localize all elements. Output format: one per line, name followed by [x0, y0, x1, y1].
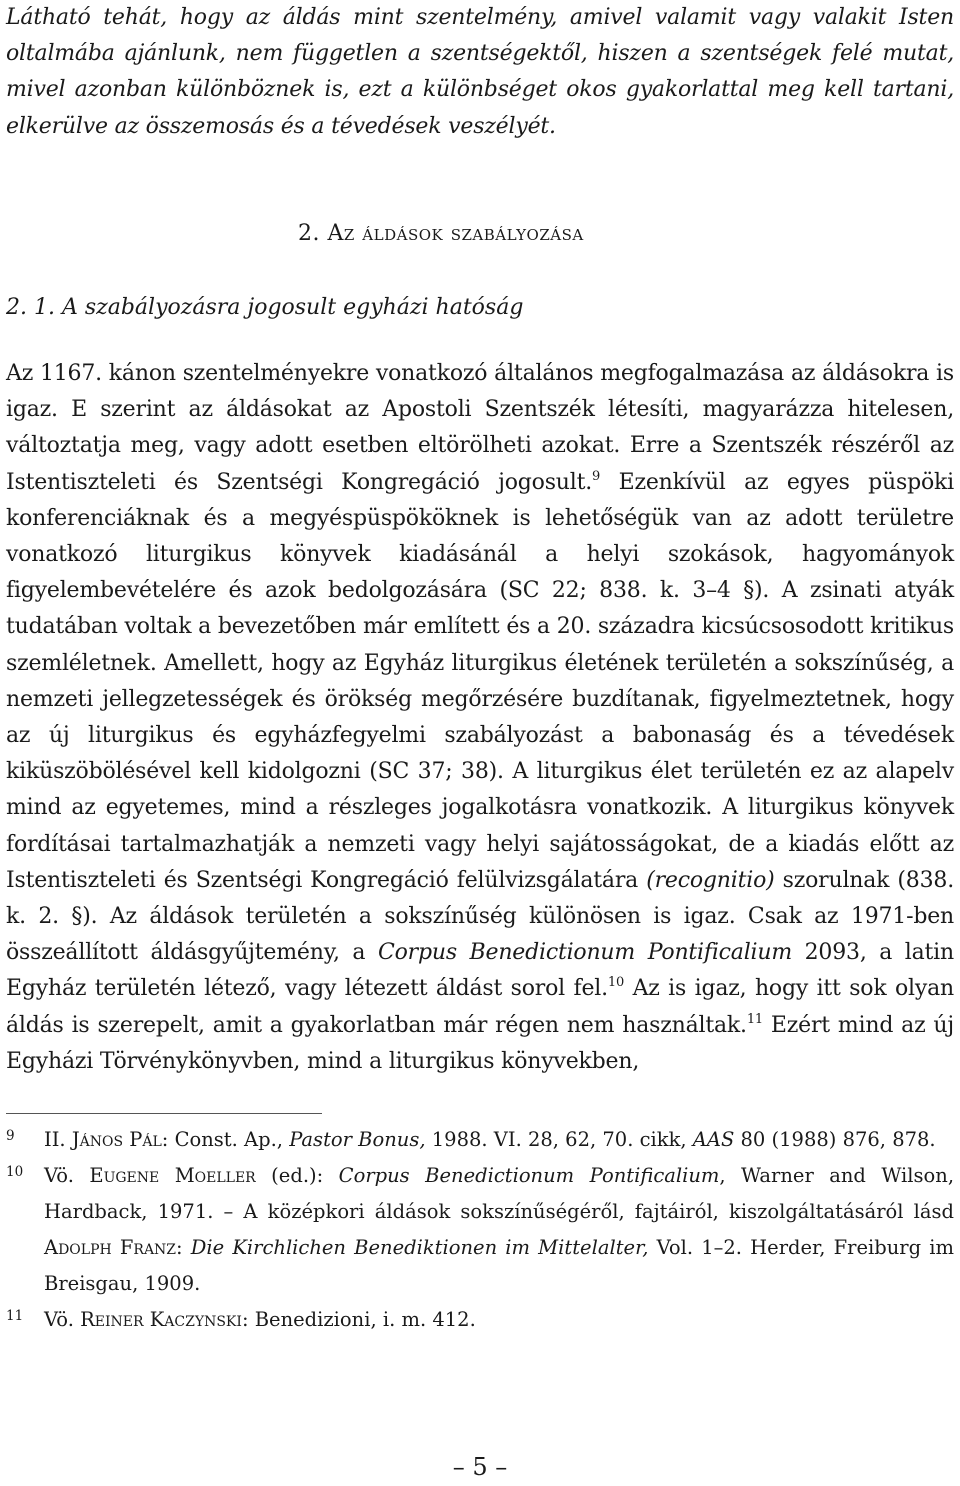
intro-paragraph: [6, 0, 954, 145]
main-text-2: Ezenkívül az egyes püspöki konferenciáknak és a megyéspüspököknek is lehetőségük van az adott területre vonatkozó liturgikus könyvek kiadásánál a helyi szokások, hagyományok figyelembevételére és azok bedolgozására (SC 22; 838. k. 3–4 §). A zsinati atyák tudatában voltak a bevezetőben már említett és a 20. századra kicsúcsosodott kritikus szemléletnek. Amellett, hogy az Egyház liturgikus életének területén a sokszínűség, a nemzeti jellegzetességek és örökség megőrzésére buzdítanak, figyelmeztetnek, hogy az új liturgikus és egyházfegyelmi szabályozást a babonaság és a tévedések kiküszöbölésével kell kidolgozni (SC 37; 38). A liturgikus élet területén ez az alapelv mind az egyetemes, mind a részleges jogalkotásra vonatkozik. A liturgikus könyvek fordításai tartalmazhatják a nemzeti vagy helyi sajátosságokat, de a kiadás előtt az Istentiszteleti és Szentségi Kongregáció felülvizsgálatára: [6, 469, 955, 893]
fn-text: Vol. 1–2. Herder, Freiburg im Breisgau, 1909.: [44, 1236, 954, 1295]
fn-title: Die Kirchlichen Benediktionen im Mittelalter,: [190, 1236, 649, 1259]
footnote-11: [6, 1302, 954, 1338]
fn-text: : Benedizioni, i. m. 412.: [241, 1308, 476, 1331]
footnote-number: 10: [6, 1164, 24, 1180]
main-text-3: szorulnak (838. k. 2. §). Az áldások területén a sokszínűség különösen is igaz. Csak az 1971-ben összeállított áldásgyűjtemény, a: [6, 867, 954, 966]
fn-title: AAS: [692, 1128, 735, 1151]
fn-text: Vö.: [44, 1164, 90, 1187]
footnote-divider: [6, 1113, 322, 1114]
main-text-1: Az 1167. kánon szentelményekre vonatkozó általános megfogalmazása az áldásokra is igaz. E szerint az áldásokat az Apostoli Szentszék létesíti, magyarázza hitelesen, változtatja meg, vagy adott esetben eltörölheti azokat. Erre a Szentszék részéről az Istentiszteleti és Szentségi Kongregáció jogosult.: [6, 361, 954, 495]
section-heading: [298, 216, 584, 252]
intro-paragraph-text: Látható tehát, hogy az áldás mint szentelmény, amivel valamit vagy valakit Isten oltalmába ajánlunk, nem független a szentségektől, hiszen a szentségek felé mutat, mivel azonban különböznek is, ezt a különbséget okos gyakorlattal meg kell tartani, elkerülve az összemosás és a tévedések veszélyét.: [6, 5, 954, 139]
fn-title: Corpus Benedictionum Pontificalium: [338, 1164, 720, 1187]
footnote-ref-9[interactable]: 9: [592, 468, 601, 484]
fn-title: Pastor Bonus,: [289, 1128, 426, 1151]
main-paragraph-text: [6, 356, 954, 1080]
fn-text: (ed.):: [255, 1164, 339, 1187]
fn-text: :: [176, 1236, 191, 1259]
footnote-ref-11[interactable]: 11: [746, 1011, 763, 1027]
fn-author: Adolph Franz: [44, 1236, 177, 1259]
main-paragraph: [6, 356, 954, 1080]
section-heading-number: 2.: [298, 221, 320, 246]
page-number: – 5 –: [452, 1453, 508, 1481]
fn-text: Vö.: [44, 1308, 81, 1331]
fn-text: , Warner and Wilson, Hardback, 1971. – A középkori áldások sokszínűségéről, fajtáiról, kiszolgáltatásáról lásd: [44, 1164, 955, 1223]
fn-text: : Const. Ap.,: [161, 1128, 290, 1151]
fn-author: Reiner Kaczynski: [80, 1308, 242, 1331]
main-text-3-italic: Corpus Benedictionum Pontificalium: [377, 940, 793, 966]
section-heading-title: Az áldások szabályozása: [327, 221, 584, 246]
footnote-body: [44, 1158, 954, 1302]
fn-author: Eugene Moeller: [89, 1164, 256, 1187]
footnote-body: [44, 1302, 954, 1338]
fn-text: II.: [44, 1128, 72, 1151]
footnote-number: 11: [6, 1308, 24, 1324]
fn-author: János Pál: [71, 1128, 162, 1151]
main-text-5: Az is igaz, hogy itt sok olyan áldás is szerepelt, amit a gyakorlatban már régen nem használtak.: [6, 976, 954, 1038]
footnote-body: [44, 1122, 954, 1158]
subsection-heading: 2. 1. A szabályozásra jogosult egyházi hatóság: [6, 295, 524, 320]
fn-text: 80 (1988) 876, 878.: [734, 1128, 936, 1151]
footnote-10: [6, 1158, 954, 1302]
footnote-ref-10[interactable]: 10: [607, 975, 625, 991]
footnote-9: [6, 1122, 954, 1158]
main-text-6: Ezért mind az új Egyházi Törvénykönyvben, mind a liturgikus könyvekben,: [6, 1012, 954, 1074]
fn-text: 1988. VI. 28, 62, 70. cikk,: [425, 1128, 693, 1151]
main-text-4: 2093, a latin Egyház területén létező, vagy létezett áldást sorol fel.: [6, 940, 954, 1002]
footnote-number: 9: [6, 1128, 15, 1144]
main-text-2-italic: (recognitio): [646, 867, 775, 893]
footnotes: [6, 1122, 954, 1338]
